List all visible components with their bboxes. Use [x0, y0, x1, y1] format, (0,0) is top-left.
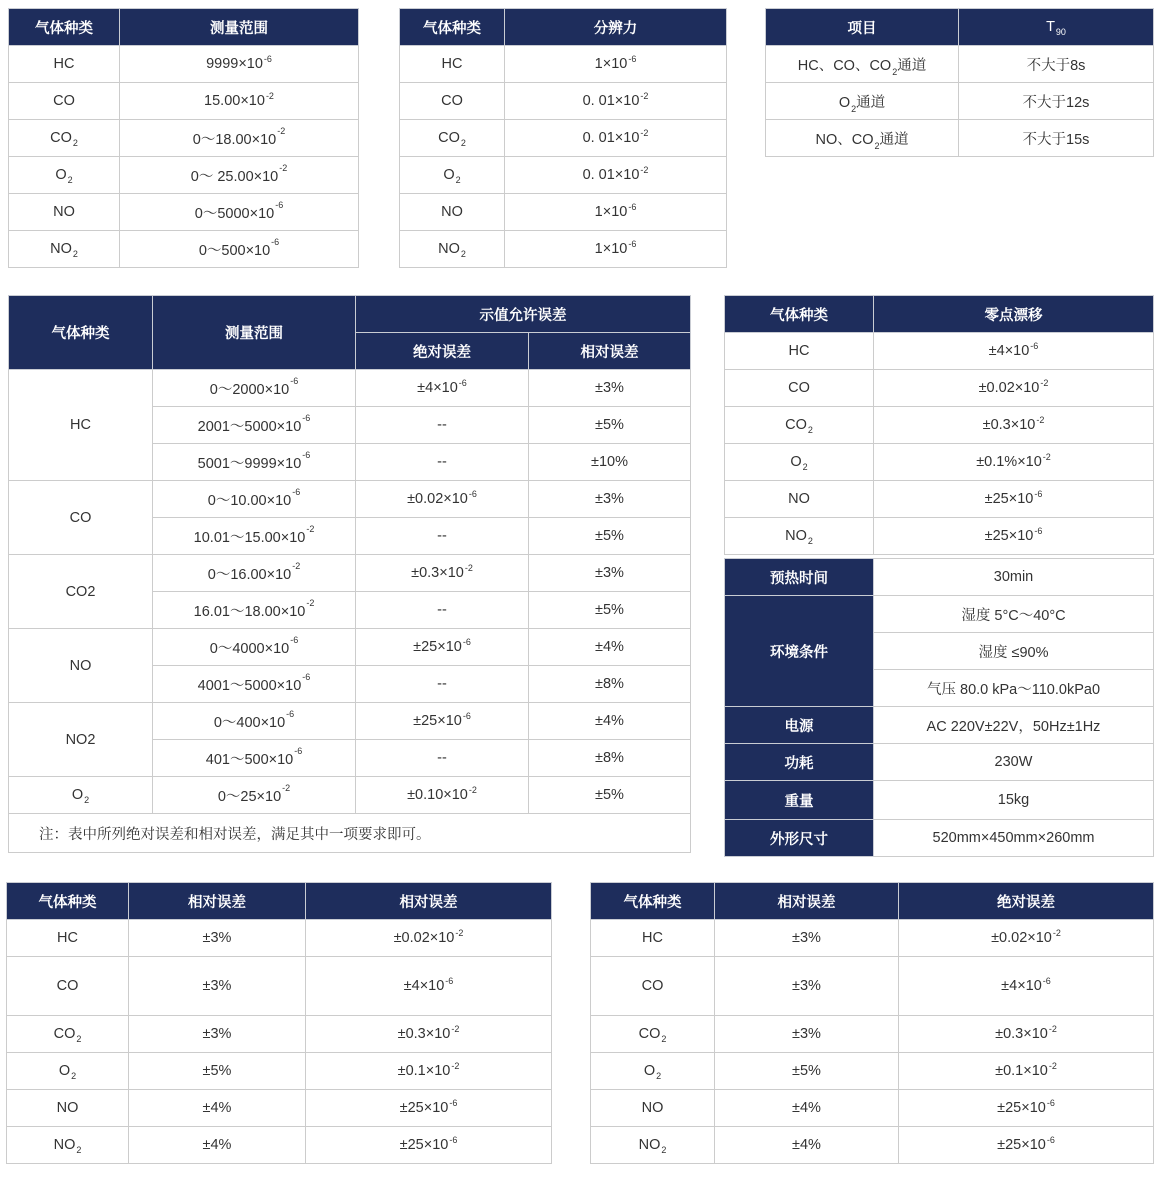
- gas-cell: HC: [9, 370, 153, 481]
- rel-error-cell: ±5%: [529, 777, 691, 814]
- rel-error-cell: ±8%: [529, 740, 691, 777]
- range-cell: $0\sim 25\times 10^{-2}$: [153, 777, 356, 814]
- table-row: [400, 194, 727, 231]
- gas-cell: $NO_2$: [400, 231, 505, 268]
- gas-cell: $CO_2$: [591, 1016, 715, 1053]
- table-row: [400, 231, 727, 268]
- table-row: [766, 120, 1154, 157]
- gas-cell: NO: [591, 1090, 715, 1127]
- gas-cell: NO: [9, 194, 120, 231]
- table-row: [9, 120, 359, 157]
- header-gas-type: 气体种类: [9, 9, 120, 46]
- spec-value: 湿度 ≤90%: [874, 633, 1154, 670]
- table-row: [7, 920, 552, 957]
- table-row: [591, 920, 1154, 957]
- gas-cell: CO: [9, 481, 153, 555]
- spec-label: 预热时间: [725, 559, 874, 596]
- gas-cell: $O_2$: [9, 777, 153, 814]
- table-row: [766, 83, 1154, 120]
- drift-cell: $\pm 0.02\times 10^{-2}$: [874, 370, 1154, 407]
- table-row: [400, 83, 727, 120]
- resolution-cell: $1\times 10^{-6}$: [505, 231, 727, 268]
- header-allowed-error: 示值允许误差: [356, 296, 691, 333]
- accuracy-table-b: [590, 882, 1154, 1164]
- table-row: [9, 46, 359, 83]
- resolution-cell: 0. $01\times 10^{-2}$: [505, 83, 727, 120]
- table-row: [591, 957, 1154, 1016]
- header-gas-type: 气体种类: [591, 883, 715, 920]
- table-row: [591, 1053, 1154, 1090]
- range-cell: $5001\sim 9999\times 10^{-6}$: [153, 444, 356, 481]
- gas-cell: $CO_2$: [400, 120, 505, 157]
- rel-error-cell: ±5%: [529, 592, 691, 629]
- abs-error-cell: --: [356, 407, 529, 444]
- range-cell: $0\sim 500\times 10^{-6}$: [120, 231, 359, 268]
- range-cell: $0\sim 18.00\times 10^{-2}$: [120, 120, 359, 157]
- table-row: [9, 703, 691, 740]
- resolution-table: [399, 8, 727, 268]
- drift-cell: $\pm 0.1\%\times 10^{-2}$: [874, 444, 1154, 481]
- t90-cell: 不大于12s: [959, 83, 1154, 120]
- rel-error-cell: ±5%: [529, 518, 691, 555]
- note-row: [9, 814, 691, 853]
- accuracy-table-a: [6, 882, 552, 1164]
- header-measure-range: 测量范围: [153, 296, 356, 370]
- response-time-table: [765, 8, 1154, 157]
- gas-cell: CO: [591, 957, 715, 1016]
- abs-error-cell: $\pm 0.02\times 10^{-6}$: [356, 481, 529, 518]
- header-relative-error: 相对误差: [715, 883, 899, 920]
- abs-error-cell: $\pm 25\times 10^{-6}$: [356, 703, 529, 740]
- item-cell: $O_2$通道: [766, 83, 959, 120]
- spec-value: 230W: [874, 744, 1154, 781]
- abs-error-cell: --: [356, 444, 529, 481]
- table-row: [591, 1090, 1154, 1127]
- measure-range-table: [8, 8, 359, 268]
- rel-error-cell: ±5%: [529, 407, 691, 444]
- gas-cell: HC: [725, 333, 874, 370]
- spec-label: 重量: [725, 781, 874, 820]
- rel-error-cell: ±4%: [129, 1090, 306, 1127]
- gas-cell: $O_2$: [7, 1053, 129, 1090]
- abs-error-cell: $\pm 25\times 10^{-6}$: [899, 1127, 1154, 1164]
- table-row: [7, 957, 552, 1016]
- rel-error-cell: ±3%: [529, 481, 691, 518]
- drift-cell: $\pm 25\times 10^{-6}$: [874, 518, 1154, 555]
- table-row: [725, 333, 1154, 370]
- range-cell: $16.01\sim 18.00\times 10^{-2}$: [153, 592, 356, 629]
- spec-value: 30min: [874, 559, 1154, 596]
- header-gas-type: 气体种类: [725, 296, 874, 333]
- table-row: [400, 46, 727, 83]
- gas-cell: $O_2$: [725, 444, 874, 481]
- gas-cell: $O_2$: [400, 157, 505, 194]
- gas-cell: NO: [9, 629, 153, 703]
- gas-cell: $NO_2$: [7, 1127, 129, 1164]
- table-row: [9, 629, 691, 666]
- range-cell: $0\sim 5000\times 10^{-6}$: [120, 194, 359, 231]
- drift-cell: $\pm 0.3\times 10^{-2}$: [874, 407, 1154, 444]
- rel-error-cell: ±3%: [129, 920, 306, 957]
- table-row: [9, 481, 691, 518]
- gas-cell: NO: [400, 194, 505, 231]
- rel-error-cell: ±3%: [715, 957, 899, 1016]
- gas-cell: NO: [7, 1090, 129, 1127]
- header-relative-error: 相对误差: [129, 883, 306, 920]
- table-row: [725, 370, 1154, 407]
- error-cell: $\pm 25\times 10^{-6}$: [306, 1090, 552, 1127]
- table-row: [725, 444, 1154, 481]
- rel-error-cell: ±4%: [529, 629, 691, 666]
- table-row: [9, 231, 359, 268]
- error-cell: $\pm 0.1\times 10^{-2}$: [306, 1053, 552, 1090]
- abs-error-cell: --: [356, 518, 529, 555]
- table-note: 注：表中所列绝对误差和相对误差，满足其中一项要求即可。: [9, 814, 691, 853]
- table-row: [725, 407, 1154, 444]
- abs-error-cell: $\pm 0.3\times 10^{-2}$: [899, 1016, 1154, 1053]
- abs-error-cell: --: [356, 666, 529, 703]
- rel-error-cell: ±8%: [529, 666, 691, 703]
- range-cell: $0\sim 4000\times 10^{-6}$: [153, 629, 356, 666]
- abs-error-cell: --: [356, 740, 529, 777]
- range-cell: $15.00\times 10^{-2}$: [120, 83, 359, 120]
- spec-label: 外形尺寸: [725, 820, 874, 857]
- header-resolution: 分辨力: [505, 9, 727, 46]
- gas-cell: HC: [400, 46, 505, 83]
- resolution-cell: 0. $01\times 10^{-2}$: [505, 120, 727, 157]
- range-cell: $0\sim 16.00\times 10^{-2}$: [153, 555, 356, 592]
- gas-cell: HC: [7, 920, 129, 957]
- t90-cell: 不大于8s: [959, 46, 1154, 83]
- spec-label: 电源: [725, 707, 874, 744]
- range-cell: $2001\sim 5000\times 10^{-6}$: [153, 407, 356, 444]
- rel-error-cell: ±3%: [129, 957, 306, 1016]
- gas-cell: CO2: [9, 555, 153, 629]
- rel-error-cell: ±3%: [529, 555, 691, 592]
- gas-cell: $NO_2$: [9, 231, 120, 268]
- spec-row-preheat: [725, 559, 1154, 596]
- table-row: [7, 1016, 552, 1053]
- item-cell: NO、$CO_2$通道: [766, 120, 959, 157]
- range-cell: $0\sim 2000\times 10^{-6}$: [153, 370, 356, 407]
- error-cell: $\pm 0.02\times 10^{-2}$: [306, 920, 552, 957]
- spec-value: 气压 80.0 kPa～110.0kPa0: [874, 670, 1154, 707]
- header-zero-drift: 零点漂移: [874, 296, 1154, 333]
- error-cell: $\pm 25\times 10^{-6}$: [306, 1127, 552, 1164]
- table-row: [725, 518, 1154, 555]
- rel-error-cell: ±4%: [529, 703, 691, 740]
- resolution-cell: $1\times 10^{-6}$: [505, 46, 727, 83]
- rel-error-cell: ±3%: [529, 370, 691, 407]
- drift-cell: $\pm 4\times 10^{-6}$: [874, 333, 1154, 370]
- gas-cell: HC: [591, 920, 715, 957]
- error-cell: $\pm 4\times 10^{-6}$: [306, 957, 552, 1016]
- table-row: [9, 555, 691, 592]
- abs-error-cell: $\pm 25\times 10^{-6}$: [356, 629, 529, 666]
- header-gas-type: 气体种类: [400, 9, 505, 46]
- zero-drift-table: [724, 295, 1154, 555]
- table-row: [591, 1127, 1154, 1164]
- gas-cell: $NO_2$: [725, 518, 874, 555]
- rel-error-cell: ±5%: [715, 1053, 899, 1090]
- header-relative-error-2: 相对误差: [306, 883, 552, 920]
- abs-error-cell: $\pm 0.1\times 10^{-2}$: [899, 1053, 1154, 1090]
- table-row: [400, 120, 727, 157]
- rel-error-cell: ±3%: [715, 920, 899, 957]
- header-item: 项目: [766, 9, 959, 46]
- header-relative-error: 相对误差: [529, 333, 691, 370]
- range-cell: 0～ $25.00\times 10^{-2}$: [120, 157, 359, 194]
- table-row: [7, 1053, 552, 1090]
- gas-cell: $O_2$: [9, 157, 120, 194]
- spec-row-consumption: [725, 744, 1154, 781]
- abs-error-cell: $\pm 25\times 10^{-6}$: [899, 1090, 1154, 1127]
- spec-label: 功耗: [725, 744, 874, 781]
- spec-label: 环境条件: [725, 596, 874, 707]
- gas-cell: CO: [9, 83, 120, 120]
- spec-row-weight: [725, 781, 1154, 820]
- spec-value: 520mm×450mm×260mm: [874, 820, 1154, 857]
- indication-error-table: [8, 295, 691, 853]
- abs-error-cell: $\pm 0.3\times 10^{-2}$: [356, 555, 529, 592]
- range-cell: $401\sim 500\times 10^{-6}$: [153, 740, 356, 777]
- table-row: [7, 1127, 552, 1164]
- rel-error-cell: ±10%: [529, 444, 691, 481]
- table-row: [725, 481, 1154, 518]
- abs-error-cell: $\pm 0.10\times 10^{-2}$: [356, 777, 529, 814]
- rel-error-cell: ±3%: [715, 1016, 899, 1053]
- resolution-cell: $1\times 10^{-6}$: [505, 194, 727, 231]
- error-cell: $\pm 0.3\times 10^{-2}$: [306, 1016, 552, 1053]
- gas-cell: CO: [400, 83, 505, 120]
- abs-error-cell: $\pm 4\times 10^{-6}$: [899, 957, 1154, 1016]
- header-measure-range: 测量范围: [120, 9, 359, 46]
- resolution-cell: 0. $01\times 10^{-2}$: [505, 157, 727, 194]
- rel-error-cell: ±3%: [129, 1016, 306, 1053]
- table-row: [9, 157, 359, 194]
- table-row: [9, 194, 359, 231]
- drift-cell: $\pm 25\times 10^{-6}$: [874, 481, 1154, 518]
- range-cell: $9999\times 10^{-6}$: [120, 46, 359, 83]
- abs-error-cell: --: [356, 592, 529, 629]
- spec-row-power: [725, 707, 1154, 744]
- range-cell: $4001\sim 5000\times 10^{-6}$: [153, 666, 356, 703]
- range-cell: $10.01\sim 15.00\times 10^{-2}$: [153, 518, 356, 555]
- gas-cell: $CO_2$: [9, 120, 120, 157]
- rel-error-cell: ±4%: [715, 1127, 899, 1164]
- range-cell: $0\sim 10.00\times 10^{-6}$: [153, 481, 356, 518]
- table-row: [9, 370, 691, 407]
- header-absolute-error: 绝对误差: [899, 883, 1154, 920]
- rel-error-cell: ±4%: [715, 1090, 899, 1127]
- table-row: [9, 777, 691, 814]
- spec-value: 湿度 5°C～40°C: [874, 596, 1154, 633]
- gas-cell: CO: [725, 370, 874, 407]
- gas-cell: $NO_2$: [591, 1127, 715, 1164]
- spec-value: AC 220V±22V，50Hz±1Hz: [874, 707, 1154, 744]
- table-row: [9, 83, 359, 120]
- gas-cell: $O_2$: [591, 1053, 715, 1090]
- table-row: [7, 1090, 552, 1127]
- abs-error-cell: $\pm 0.02\times 10^{-2}$: [899, 920, 1154, 957]
- abs-error-cell: $\pm 4\times 10^{-6}$: [356, 370, 529, 407]
- range-cell: $0\sim 400\times 10^{-6}$: [153, 703, 356, 740]
- gas-cell: NO: [725, 481, 874, 518]
- gas-cell: $CO_2$: [7, 1016, 129, 1053]
- spec-row-environment: [725, 596, 1154, 633]
- table-row: [766, 46, 1154, 83]
- gas-cell: HC: [9, 46, 120, 83]
- item-cell: HC、CO、$CO_2$通道: [766, 46, 959, 83]
- gas-cell: CO: [7, 957, 129, 1016]
- specs-table: [724, 558, 1154, 857]
- table-row: [400, 157, 727, 194]
- rel-error-cell: ±4%: [129, 1127, 306, 1164]
- rel-error-cell: ±5%: [129, 1053, 306, 1090]
- spec-value: 15kg: [874, 781, 1154, 820]
- table-row: [591, 1016, 1154, 1053]
- gas-cell: NO2: [9, 703, 153, 777]
- header-absolute-error: 绝对误差: [356, 333, 529, 370]
- header-gas-type: 气体种类: [9, 296, 153, 370]
- header-t90: $T_{90}$: [959, 9, 1154, 46]
- t90-cell: 不大于15s: [959, 120, 1154, 157]
- header-gas-type: 气体种类: [7, 883, 129, 920]
- gas-cell: $CO_2$: [725, 407, 874, 444]
- spec-row-dimensions: [725, 820, 1154, 857]
